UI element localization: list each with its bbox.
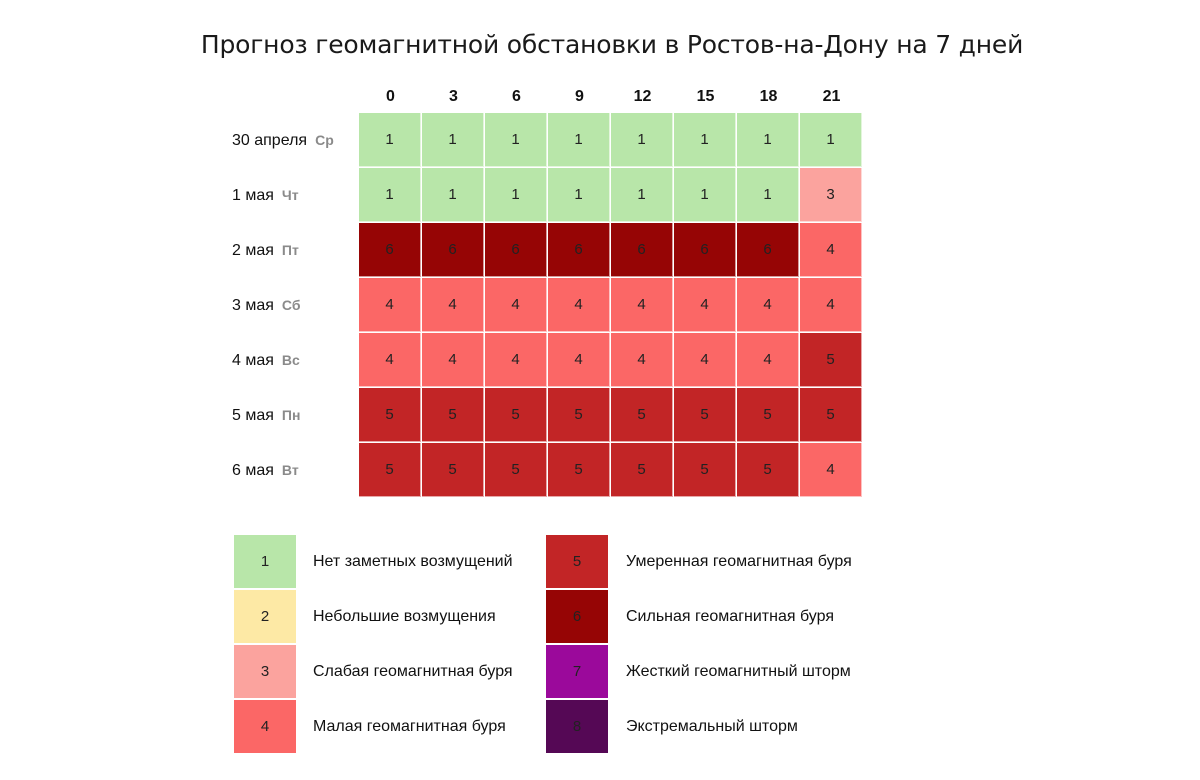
- heatmap-cell: 4: [800, 223, 862, 277]
- heatmap-cell: 5: [359, 388, 421, 442]
- weekday-text: Пт: [281, 242, 299, 258]
- day-label: [232, 443, 299, 498]
- date-text: 30 апреля: [232, 132, 308, 149]
- heatmap-cell: 3: [800, 168, 862, 222]
- day-label: [232, 168, 299, 223]
- heatmap-cell: 4: [359, 278, 421, 332]
- heatmap-cell: 5: [800, 388, 862, 442]
- legend-label: Небольшие возмущения: [313, 608, 496, 625]
- heatmap-cell: 1: [737, 168, 799, 222]
- hour-header: 9: [575, 88, 584, 105]
- hour-header: 21: [822, 88, 841, 105]
- legend-label: Малая геомагнитная буря: [313, 718, 506, 735]
- hour-header: 15: [696, 88, 715, 105]
- weekday-text: Чт: [281, 187, 299, 203]
- weekday-text: Ср: [315, 132, 334, 148]
- day-label: [232, 223, 299, 278]
- heatmap-cell: 1: [359, 168, 421, 222]
- day-label: [232, 388, 300, 443]
- heatmap-cell: 6: [422, 223, 484, 277]
- heatmap-cell: 6: [548, 223, 610, 277]
- legend-label: Умеренная геомагнитная буря: [626, 553, 852, 570]
- heatmap-cell: 4: [674, 278, 736, 332]
- day-label: [232, 278, 300, 333]
- hour-header: 6: [512, 88, 521, 105]
- weekday-text: Сб: [281, 297, 301, 313]
- date-text: 6 мая: [232, 462, 274, 479]
- legend-swatch: 1: [234, 535, 296, 588]
- heatmap-cell: 1: [548, 168, 610, 222]
- legend-swatch: 7: [546, 645, 608, 698]
- heatmap-cell: 5: [422, 388, 484, 442]
- hour-header: 3: [449, 88, 458, 105]
- legend-label: Нет заметных возмущений: [313, 553, 513, 570]
- heatmap-cell: 1: [548, 113, 610, 167]
- date-text: 4 мая: [232, 352, 274, 369]
- heatmap-cell: 1: [611, 113, 673, 167]
- legend-label: Экстремальный шторм: [626, 718, 798, 735]
- day-label: [232, 113, 334, 168]
- heatmap-cell: 4: [611, 278, 673, 332]
- heatmap-cell: 5: [674, 443, 736, 497]
- heatmap-cell: 4: [611, 333, 673, 387]
- heatmap-cell: 5: [800, 333, 862, 387]
- weekday-text: Пн: [281, 407, 301, 423]
- legend-swatch: 2: [234, 590, 296, 643]
- heatmap-cell: 1: [422, 113, 484, 167]
- heatmap-cell: 5: [611, 388, 673, 442]
- heatmap-cell: 4: [800, 443, 862, 497]
- heatmap-cell: 1: [485, 113, 547, 167]
- heatmap-cell: 5: [611, 443, 673, 497]
- date-text: 5 мая: [232, 407, 274, 424]
- heatmap-cell: 4: [674, 333, 736, 387]
- heatmap-cell: 5: [485, 388, 547, 442]
- hour-header: 0: [386, 88, 395, 105]
- heatmap-cell: 4: [737, 333, 799, 387]
- heatmap-cell: 5: [737, 388, 799, 442]
- weekday-text: Вт: [281, 462, 299, 478]
- heatmap-cell: 5: [485, 443, 547, 497]
- heatmap-cell: 1: [611, 168, 673, 222]
- date-text: 3 мая: [232, 297, 274, 314]
- heatmap-cell: 4: [485, 333, 547, 387]
- weekday-text: Вс: [281, 352, 300, 368]
- heatmap-cell: 5: [548, 443, 610, 497]
- heatmap-cell: 4: [422, 278, 484, 332]
- heatmap-cell: 1: [485, 168, 547, 222]
- heatmap-cell: 5: [359, 443, 421, 497]
- heatmap-cell: 5: [674, 388, 736, 442]
- heatmap-cell: 4: [548, 333, 610, 387]
- heatmap-cell: 5: [548, 388, 610, 442]
- legend-label: Слабая геомагнитная буря: [313, 663, 513, 680]
- heatmap-cell: 5: [422, 443, 484, 497]
- heatmap-cell: 4: [737, 278, 799, 332]
- legend-swatch: 6: [546, 590, 608, 643]
- heatmap-cell: 4: [422, 333, 484, 387]
- heatmap-cell: 6: [611, 223, 673, 277]
- heatmap-cell: 6: [485, 223, 547, 277]
- date-text: 1 мая: [232, 187, 274, 204]
- heatmap-cell: 6: [674, 223, 736, 277]
- heatmap-cell: 1: [359, 113, 421, 167]
- heatmap-cell: 1: [674, 168, 736, 222]
- legend-swatch: 3: [234, 645, 296, 698]
- heatmap-cell: 1: [800, 113, 862, 167]
- heatmap-cell: 4: [485, 278, 547, 332]
- heatmap-cell: 6: [359, 223, 421, 277]
- legend-swatch: 5: [546, 535, 608, 588]
- date-text: 2 мая: [232, 242, 274, 259]
- hour-header: 12: [633, 88, 652, 105]
- heatmap-cell: 5: [737, 443, 799, 497]
- heatmap-cell: 1: [422, 168, 484, 222]
- heatmap-cell: 4: [548, 278, 610, 332]
- legend-label: Жесткий геомагнитный шторм: [626, 663, 851, 680]
- chart-title: Прогноз геомагнитной обстановки в Ростов-на-Дону на 7 дней: [200, 30, 1024, 59]
- day-label: [232, 333, 300, 388]
- legend-swatch: 8: [546, 700, 608, 753]
- heatmap-cell: 4: [359, 333, 421, 387]
- heatmap-cell: 1: [737, 113, 799, 167]
- hour-header: 18: [759, 88, 778, 105]
- heatmap-cell: 1: [674, 113, 736, 167]
- heatmap-cell: 6: [737, 223, 799, 277]
- heatmap-cell: 4: [800, 278, 862, 332]
- legend-swatch: 4: [234, 700, 296, 753]
- legend-label: Сильная геомагнитная буря: [626, 608, 834, 625]
